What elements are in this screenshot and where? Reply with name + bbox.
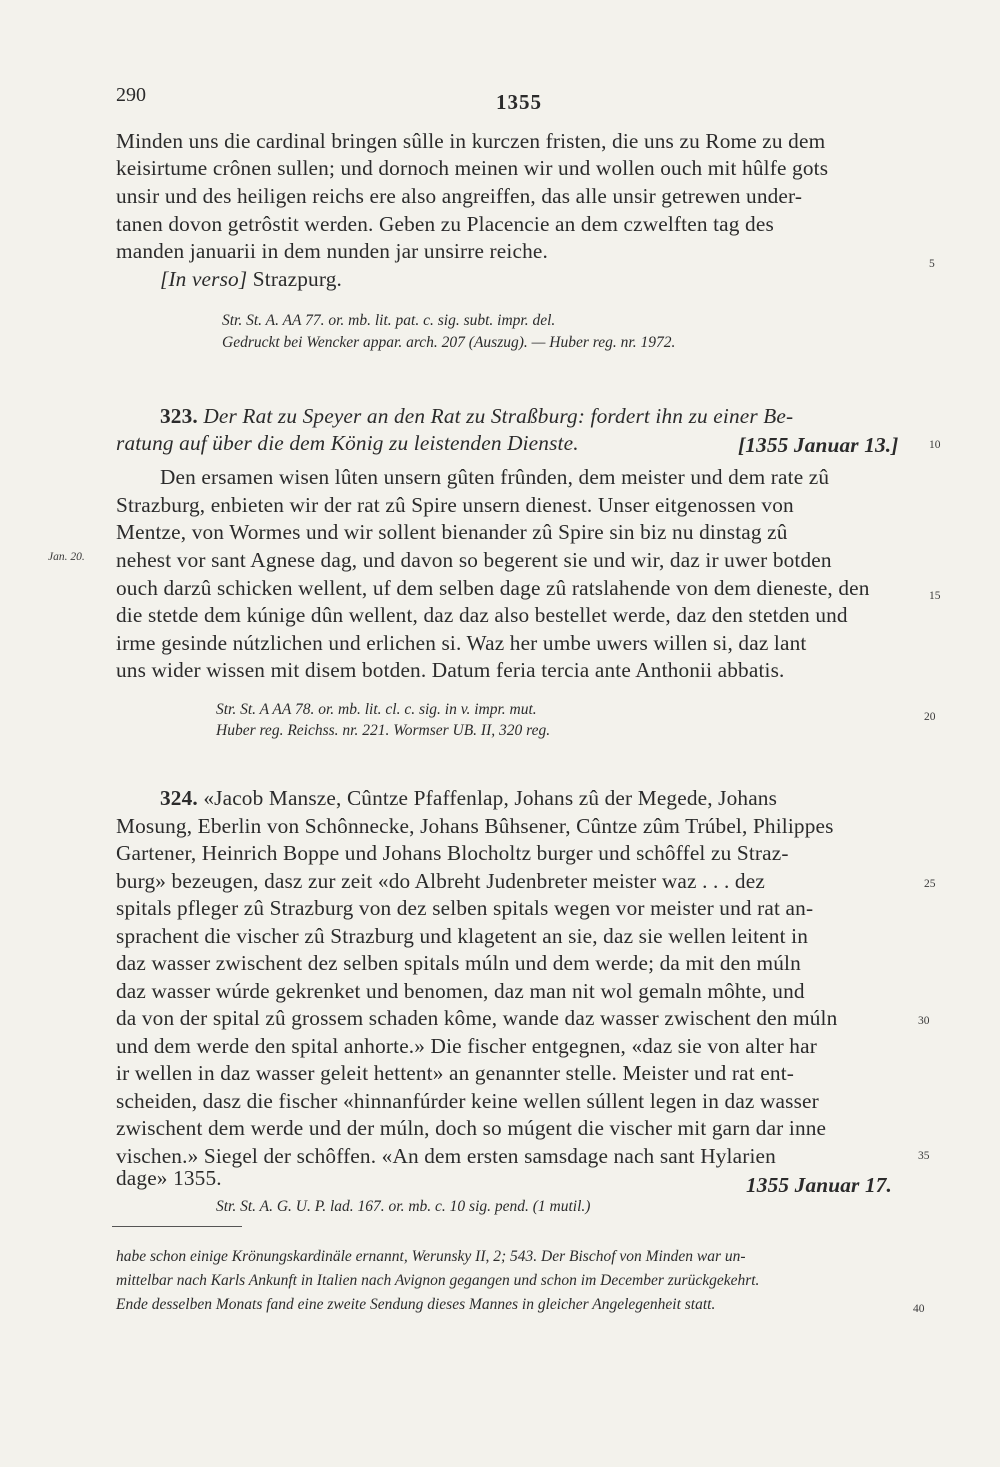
text-line: Gartener, Heinrich Boppe und Johans Blocholtz burger und schôffel zu Straz- xyxy=(116,841,789,865)
doc-324-number: 324. xyxy=(160,786,198,810)
text-line: dage» 1355. xyxy=(116,1166,222,1190)
doc-323-number: 323. xyxy=(160,404,198,428)
source-line: Gedruckt bei Wencker appar. arch. 207 (Auszug). — Huber reg. nr. 1972. xyxy=(222,334,676,351)
verso-label: [In verso] xyxy=(160,267,248,291)
text-line: vischen.» Siegel der schôffen. «An dem ersten samsdage nach sant Hylarien xyxy=(116,1144,776,1168)
source-line: Huber reg. Reichss. nr. 221. Wormser UB. II, 320 reg. xyxy=(216,722,551,739)
verso-text: Strazpurg. xyxy=(247,267,342,291)
line-number: 10 xyxy=(929,439,941,451)
text-line: daz wasser zwischent dez selben spitals múln und dem werde; da mit den múln xyxy=(116,951,801,975)
line-number: 20 xyxy=(924,711,936,723)
text-line: zwischent dem werde und der múln, doch so múgent die vischer mit garn dar inne xyxy=(116,1116,827,1140)
text-line: da von der spital zû grossem schaden kôme, wande daz wasser zwischent den múln xyxy=(116,1006,838,1030)
text-line: Mentze, von Wormes und wir sollent bienander zû Spire sin biz nu dinstag zû xyxy=(116,520,788,544)
text-line: nehest vor sant Agnese dag, und davon so begerent sie und wir, daz ir uwer botden xyxy=(116,548,832,572)
text-line: sprachent die vischer zû Strazburg und klagetent an sie, daz sie wellen leitent in xyxy=(116,924,808,948)
text-line: ir wellen in daz wasser geleit hettent» an genannter stelle. Meister und rat ent- xyxy=(116,1061,795,1085)
page-number: 290 xyxy=(116,84,146,106)
doc-323-title: Der Rat zu Speyer an den Rat zu Straßburg: fordert ihn zu einer Be- xyxy=(203,404,794,428)
doc-324-first-line xyxy=(160,785,777,811)
running-head-year: 1355 xyxy=(496,90,542,114)
line-number: 25 xyxy=(924,878,936,890)
text-line: spitals pfleger zû Strazburg von dez selben spitals wegen vor meister und rat an- xyxy=(116,896,814,920)
text-line: «Jacob Mansze, Cûntze Pfaffenlap, Johans zû der Megede, Johans xyxy=(197,786,778,810)
text-line: uns wider wissen mit disem botden. Datum feria tercia ante Anthonii abbatis. xyxy=(116,658,785,682)
line-number: 35 xyxy=(918,1150,930,1162)
line-number: 5 xyxy=(929,258,935,270)
footnote-line: habe schon einige Krönungskardinäle ernannt, Werunsky II, 2; 543. Der Bischof von Minden war un- xyxy=(116,1248,746,1265)
text-line: daz wasser wúrde gekrenket und benomen, daz man nit wol gemaln môhte, und xyxy=(116,979,805,1003)
text-line: manden januarii in dem nunden jar unsirre reiche. xyxy=(116,239,548,263)
text-line: scheiden, dasz die fischer «hinnanfúrder keine wellen súllent legen in daz wasser xyxy=(116,1089,819,1113)
line-number: 15 xyxy=(929,590,941,602)
footnote-line: Ende desselben Monats fand eine zweite Sendung dieses Mannes in gleicher Angelegenheit statt. xyxy=(116,1296,716,1313)
text-line: Strazburg, enbieten wir der rat zû Spire unsern dienest. Unser eitgenossen von xyxy=(116,493,794,517)
footnote-rule xyxy=(112,1226,242,1227)
doc-323-heading xyxy=(160,403,793,429)
text-line: unsir und des heiligen reichs ere also angreiffen, das alle unsir getrewen under- xyxy=(116,184,803,208)
text-line: die stetde dem kúnige dûn wellent, daz daz also bestellet werde, daz den stetden und xyxy=(116,603,848,627)
text-line: Den ersamen wisen lûten unsern gûten frûnden, dem meister und dem rate zû xyxy=(160,465,830,489)
text-line: und dem werde den spital anhorte.» Die fischer entgegnen, «daz sie von alter har xyxy=(116,1034,817,1058)
text-line: tanen dovon getrôstit werden. Geben zu Placencie an dem czwelften tag des xyxy=(116,212,774,236)
source-line: Str. St. A AA 78. or. mb. lit. cl. c. sig. in v. impr. mut. xyxy=(216,701,537,718)
source-line: Str. St. A. G. U. P. lad. 167. or. mb. c. 10 sig. pend. (1 mutil.) xyxy=(216,1198,591,1215)
text-line: ouch darzû schicken wellent, uf dem selben dage zû ratslahende von dem dieneste, den xyxy=(116,576,870,600)
text-line: keisirtume crônen sullen; und dornoch meinen wir und wollen ouch mit hûlfe gots xyxy=(116,156,829,180)
text-line: Mosung, Eberlin von Schônnecke, Johans Bûhsener, Cûntze zûm Trúbel, Philippes xyxy=(116,814,834,838)
source-line: Str. St. A. AA 77. or. mb. lit. pat. c. sig. subt. impr. del. xyxy=(222,312,556,329)
footnote-line: mittelbar nach Karls Ankunft in Italien nach Avignon gegangen und schon im December zurückgekehrt. xyxy=(116,1272,760,1289)
doc-323-title-cont: ratung auf über die dem König zu leistenden Dienste. xyxy=(116,431,579,455)
doc-323-date: [1355 Januar 13.] xyxy=(738,433,899,457)
text-line: irme gesinde nútzlichen und erlichen si. Waz her umbe uwers willen si, daz lant xyxy=(116,631,807,655)
verso-line xyxy=(160,266,342,292)
text-line: Minden uns die cardinal bringen sûlle in kurczen fristen, die uns zu Rome zu dem xyxy=(116,129,826,153)
text-line: burg» bezeugen, dasz zur zeit «do Albreht Judenbreter meister waz . . . dez xyxy=(116,869,765,893)
line-number: 30 xyxy=(918,1015,930,1027)
line-number: 40 xyxy=(913,1303,925,1315)
doc-324-date: 1355 Januar 17. xyxy=(746,1173,893,1197)
margin-date-note: Jan. 20. xyxy=(48,551,85,563)
